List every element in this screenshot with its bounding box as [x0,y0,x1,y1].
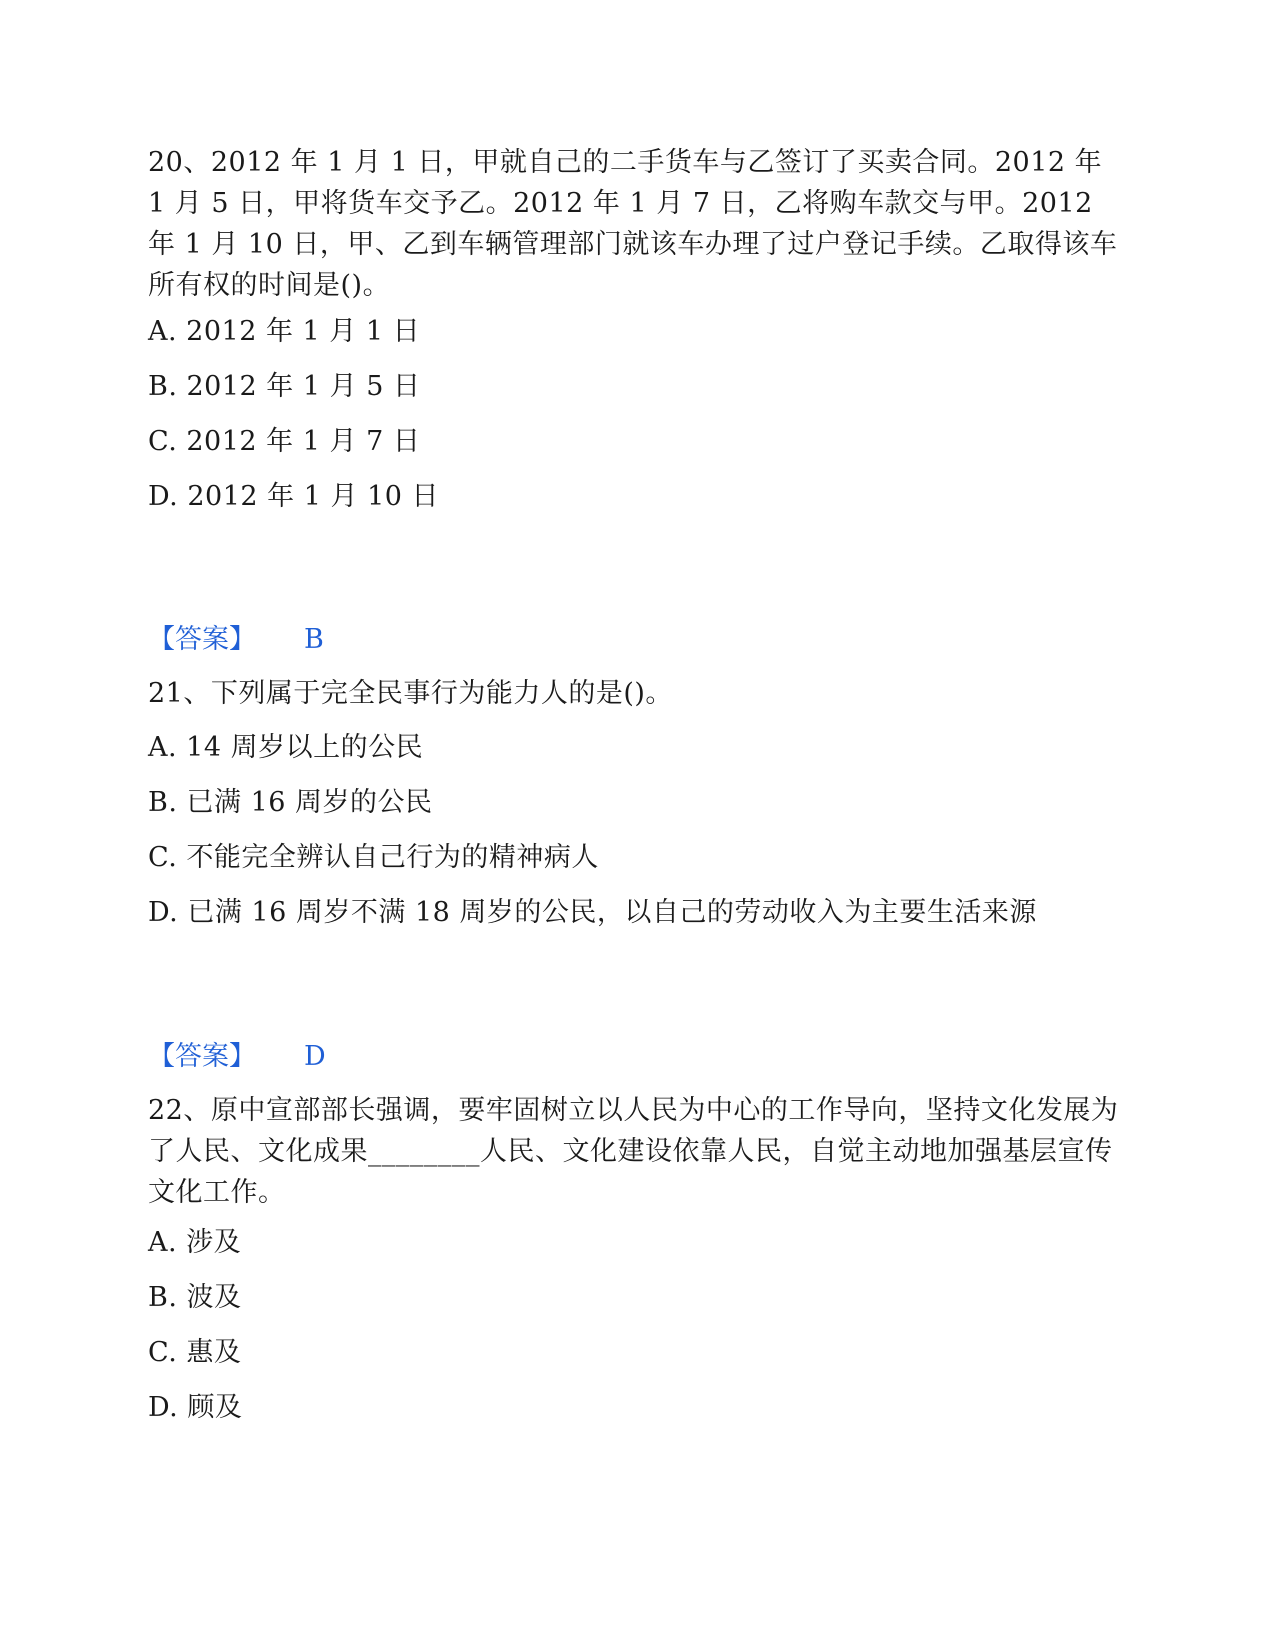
option-b: B. 波及 [148,1282,242,1313]
option-d: D. 顾及 [148,1392,243,1423]
option-c: C. 惠及 [148,1337,242,1368]
question-stem: 20、2012 年 1 月 1 日，甲就自己的二手货车与乙签订了买卖合同。2012 年 1 月 5 日，甲将货车交予乙。2012 年 1 月 7 日，乙将购车款交与甲。2012 年 1 月 10 日，甲、乙到车辆管理部门就该车办理了过户登记手续。乙取得该车所有权的时间是()。 [148,147,1118,301]
option-b: B. 已满 16 周岁的公民 [148,787,433,818]
option-a: A. 涉及 [148,1227,242,1258]
option-a: A. 2012 年 1 月 1 日 [148,316,421,347]
question-22 [148,1090,1123,1213]
option-a: A. 14 周岁以上的公民 [148,732,424,763]
answer-label: 【答案】 [148,624,256,655]
option-d: D. 2012 年 1 月 10 日 [148,481,440,512]
option-d: D. 已满 16 周岁不满 18 周岁的公民，以自己的劳动收入为主要生活来源 [148,897,1037,928]
question-stem: 21、下列属于完全民事行为能力人的是()。 [148,678,673,709]
option-b: B. 2012 年 1 月 5 日 [148,371,421,402]
question-20 [148,142,1123,306]
answer-value: D [304,1041,326,1072]
answer-value: B [304,624,324,655]
answer-label: 【答案】 [148,1041,256,1072]
question-21 [148,673,1123,714]
question-stem: 22、原中宣部部长强调，要牢固树立以人民为中心的工作导向，坚持文化发展为了人民、文化成果________人民、文化建设依靠人民，自觉主动地加强基层宣传文化工作。 [148,1095,1119,1208]
answer-line [148,1039,326,1075]
option-c: C. 不能完全辨认自己行为的精神病人 [148,842,599,873]
option-c: C. 2012 年 1 月 7 日 [148,426,421,457]
answer-line [148,622,324,658]
